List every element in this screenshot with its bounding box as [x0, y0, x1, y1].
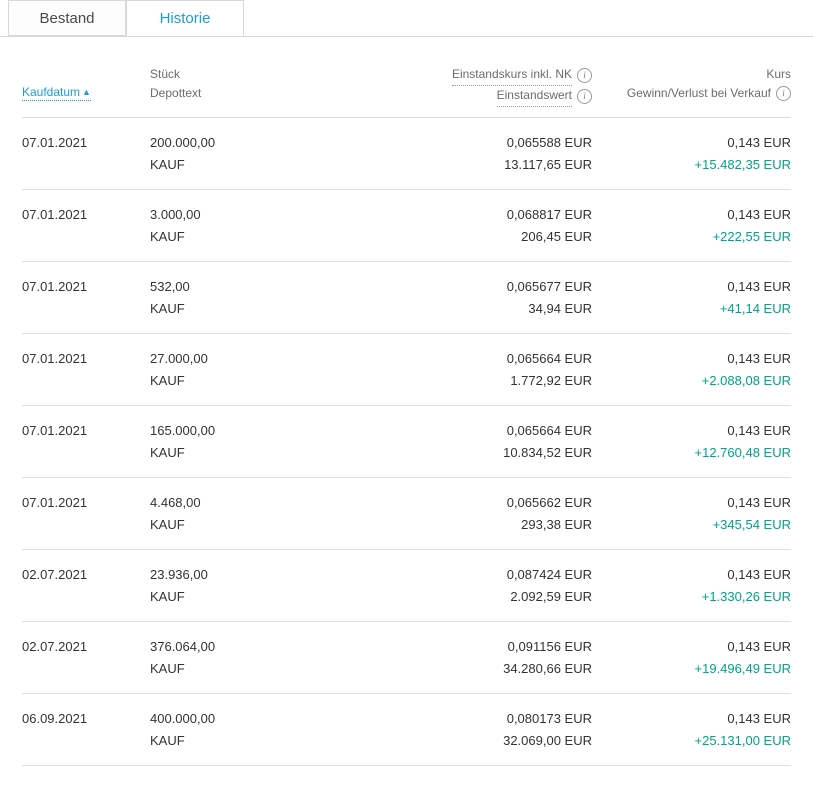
cell-cost [382, 708, 592, 752]
header-col-stueck [150, 65, 382, 103]
cell-costvalue-value: 13.117,65 EUR [504, 157, 592, 172]
table-row[interactable] [22, 118, 791, 190]
cell-gain-value: +41,14 EUR [719, 301, 791, 316]
cell-price-value: 0,143 EUR [727, 423, 791, 438]
cell-price-value: 0,143 EUR [727, 135, 791, 150]
cell-date [22, 636, 150, 658]
cell-gain-value: +15.482,35 EUR [694, 157, 791, 172]
cell-depottext-value: KAUF [150, 229, 185, 244]
cell-price [592, 204, 791, 248]
cell-pieces [150, 636, 382, 680]
cell-price-value: 0,143 EUR [727, 207, 791, 222]
cell-gain-value: +25.131,00 EUR [694, 733, 791, 748]
cell-depottext-value: KAUF [150, 517, 185, 532]
cell-date [22, 564, 150, 586]
cell-date [22, 708, 150, 730]
cell-costrate-value: 0,080173 EUR [506, 711, 592, 726]
header-spacer [22, 65, 150, 84]
cell-depottext-value: KAUF [150, 733, 185, 748]
cell-costvalue-value: 2.092,59 EUR [510, 589, 592, 604]
header-stueck-label: Stück [150, 67, 181, 81]
cell-date-value: 07.01.2021 [22, 279, 88, 294]
cell-costvalue-value: 206,45 EUR [521, 229, 592, 244]
cell-cost [382, 492, 592, 536]
cell-price-value: 0,143 EUR [727, 567, 791, 582]
table-header-row [22, 37, 791, 118]
cell-date-value: 07.01.2021 [22, 207, 88, 222]
cell-price [592, 420, 791, 464]
cell-pieces [150, 204, 382, 248]
header-einstandswert-row [382, 86, 592, 107]
table-row[interactable] [22, 550, 791, 622]
header-col-kaufdatum [22, 65, 150, 101]
cell-pieces [150, 276, 382, 320]
cell-costvalue-value: 293,38 EUR [521, 517, 592, 532]
cell-pieces [150, 132, 382, 176]
cell-cost [382, 420, 592, 464]
cell-pieces-value: 400.000,00 [150, 711, 216, 726]
header-kurs-label: Kurs [766, 67, 791, 81]
cell-costvalue-value: 10.834,52 EUR [503, 445, 592, 460]
history-table [0, 37, 813, 766]
cell-gain-value: +345,54 EUR [712, 517, 791, 532]
table-row[interactable] [22, 334, 791, 406]
cell-pieces [150, 492, 382, 536]
cell-cost [382, 636, 592, 680]
cell-pieces [150, 420, 382, 464]
info-icon[interactable]: i [776, 86, 791, 101]
cell-date [22, 348, 150, 370]
info-icon[interactable]: i [577, 68, 592, 83]
cell-costvalue-value: 32.069,00 EUR [503, 733, 592, 748]
tab-historie[interactable] [126, 0, 244, 36]
header-gewinnverlust-label: Gewinn/Verlust bei Verkauf [626, 86, 771, 100]
cell-depottext-value: KAUF [150, 589, 185, 604]
cell-cost [382, 564, 592, 608]
cell-depottext-value: KAUF [150, 661, 185, 676]
tab-bestand[interactable] [8, 0, 126, 36]
cell-date [22, 132, 150, 154]
cell-depottext-value: KAUF [150, 157, 185, 172]
cell-date [22, 420, 150, 442]
cell-depottext-value: KAUF [150, 301, 185, 316]
table-row[interactable] [22, 262, 791, 334]
header-col-kurs [592, 65, 791, 103]
cell-costrate-value: 0,065662 EUR [506, 495, 592, 510]
header-depottext-label: Depottext [150, 86, 202, 100]
cell-cost [382, 132, 592, 176]
cell-gain-value: +19.496,49 EUR [694, 661, 791, 676]
cell-price [592, 636, 791, 680]
cell-costvalue-value: 1.772,92 EUR [510, 373, 592, 388]
cell-costrate-value: 0,068817 EUR [506, 207, 592, 222]
cell-gain-value: +12.760,48 EUR [694, 445, 791, 460]
cell-costrate-value: 0,065588 EUR [506, 135, 592, 150]
header-einstandskurs-label: Einstandskurs inkl. NK [452, 65, 572, 86]
table-row[interactable] [22, 478, 791, 550]
cell-pieces-value: 532,00 [150, 279, 190, 294]
cell-costrate-value: 0,065677 EUR [506, 279, 592, 294]
tab-bar [0, 0, 813, 37]
sort-ascending-icon: ▲ [82, 87, 91, 97]
cell-cost [382, 348, 592, 392]
cell-date [22, 204, 150, 226]
header-kurs-row [592, 65, 791, 84]
cell-price-value: 0,143 EUR [727, 351, 791, 366]
table-row[interactable] [22, 406, 791, 478]
cell-price-value: 0,143 EUR [727, 495, 791, 510]
cell-pieces-value: 23.936,00 [150, 567, 208, 582]
cell-price [592, 564, 791, 608]
cell-costvalue-value: 34,94 EUR [528, 301, 592, 316]
cell-depottext-value: KAUF [150, 373, 185, 388]
tab-historie-label: Historie [159, 9, 211, 27]
table-row[interactable] [22, 622, 791, 694]
header-einstandskurs-row [382, 65, 592, 86]
cell-date-value: 02.07.2021 [22, 639, 88, 654]
cell-date-value: 07.01.2021 [22, 423, 88, 438]
header-col-einstandskurs [382, 65, 592, 107]
cell-costrate-value: 0,065664 EUR [506, 351, 592, 366]
cell-costvalue-value: 34.280,66 EUR [503, 661, 592, 676]
sort-kaufdatum-button[interactable] [22, 85, 91, 101]
cell-cost [382, 204, 592, 248]
cell-date-value: 02.07.2021 [22, 567, 88, 582]
cell-price [592, 276, 791, 320]
cell-costrate-value: 0,065664 EUR [506, 423, 592, 438]
cell-gain-value: +222,55 EUR [712, 229, 791, 244]
header-gewinnverlust-row [592, 84, 791, 103]
cell-price-value: 0,143 EUR [727, 279, 791, 294]
cell-costrate-value: 0,091156 EUR [507, 639, 592, 654]
cell-pieces-value: 4.468,00 [150, 495, 201, 510]
cell-pieces [150, 708, 382, 752]
cell-price [592, 492, 791, 536]
cell-date-value: 07.01.2021 [22, 135, 88, 150]
cell-pieces-value: 27.000,00 [150, 351, 208, 366]
cell-pieces-value: 200.000,00 [150, 135, 216, 150]
cell-pieces-value: 376.064,00 [150, 639, 216, 654]
table-row[interactable] [22, 694, 791, 766]
cell-pieces [150, 348, 382, 392]
cell-date-value: 07.01.2021 [22, 351, 88, 366]
table-row[interactable] [22, 190, 791, 262]
cell-cost [382, 276, 592, 320]
sort-kaufdatum-label: Kaufdatum [22, 85, 81, 99]
cell-date [22, 276, 150, 298]
cell-date-value: 06.09.2021 [22, 711, 88, 726]
cell-pieces-value: 3.000,00 [150, 207, 201, 222]
cell-price [592, 132, 791, 176]
cell-price-value: 0,143 EUR [727, 711, 791, 726]
cell-depottext-value: KAUF [150, 445, 185, 460]
cell-pieces [150, 564, 382, 608]
cell-price-value: 0,143 EUR [727, 639, 791, 654]
cell-gain-value: +2.088,08 EUR [701, 373, 791, 388]
cell-gain-value: +1.330,26 EUR [701, 589, 791, 604]
cell-pieces-value: 165.000,00 [150, 423, 216, 438]
cell-price [592, 708, 791, 752]
header-einstandswert-label: Einstandswert [497, 86, 572, 107]
cell-date-value: 07.01.2021 [22, 495, 88, 510]
cell-costrate-value: 0,087424 EUR [506, 567, 592, 582]
cell-date [22, 492, 150, 514]
info-icon[interactable]: i [577, 89, 592, 104]
tab-bestand-label: Bestand [39, 9, 95, 27]
cell-price [592, 348, 791, 392]
